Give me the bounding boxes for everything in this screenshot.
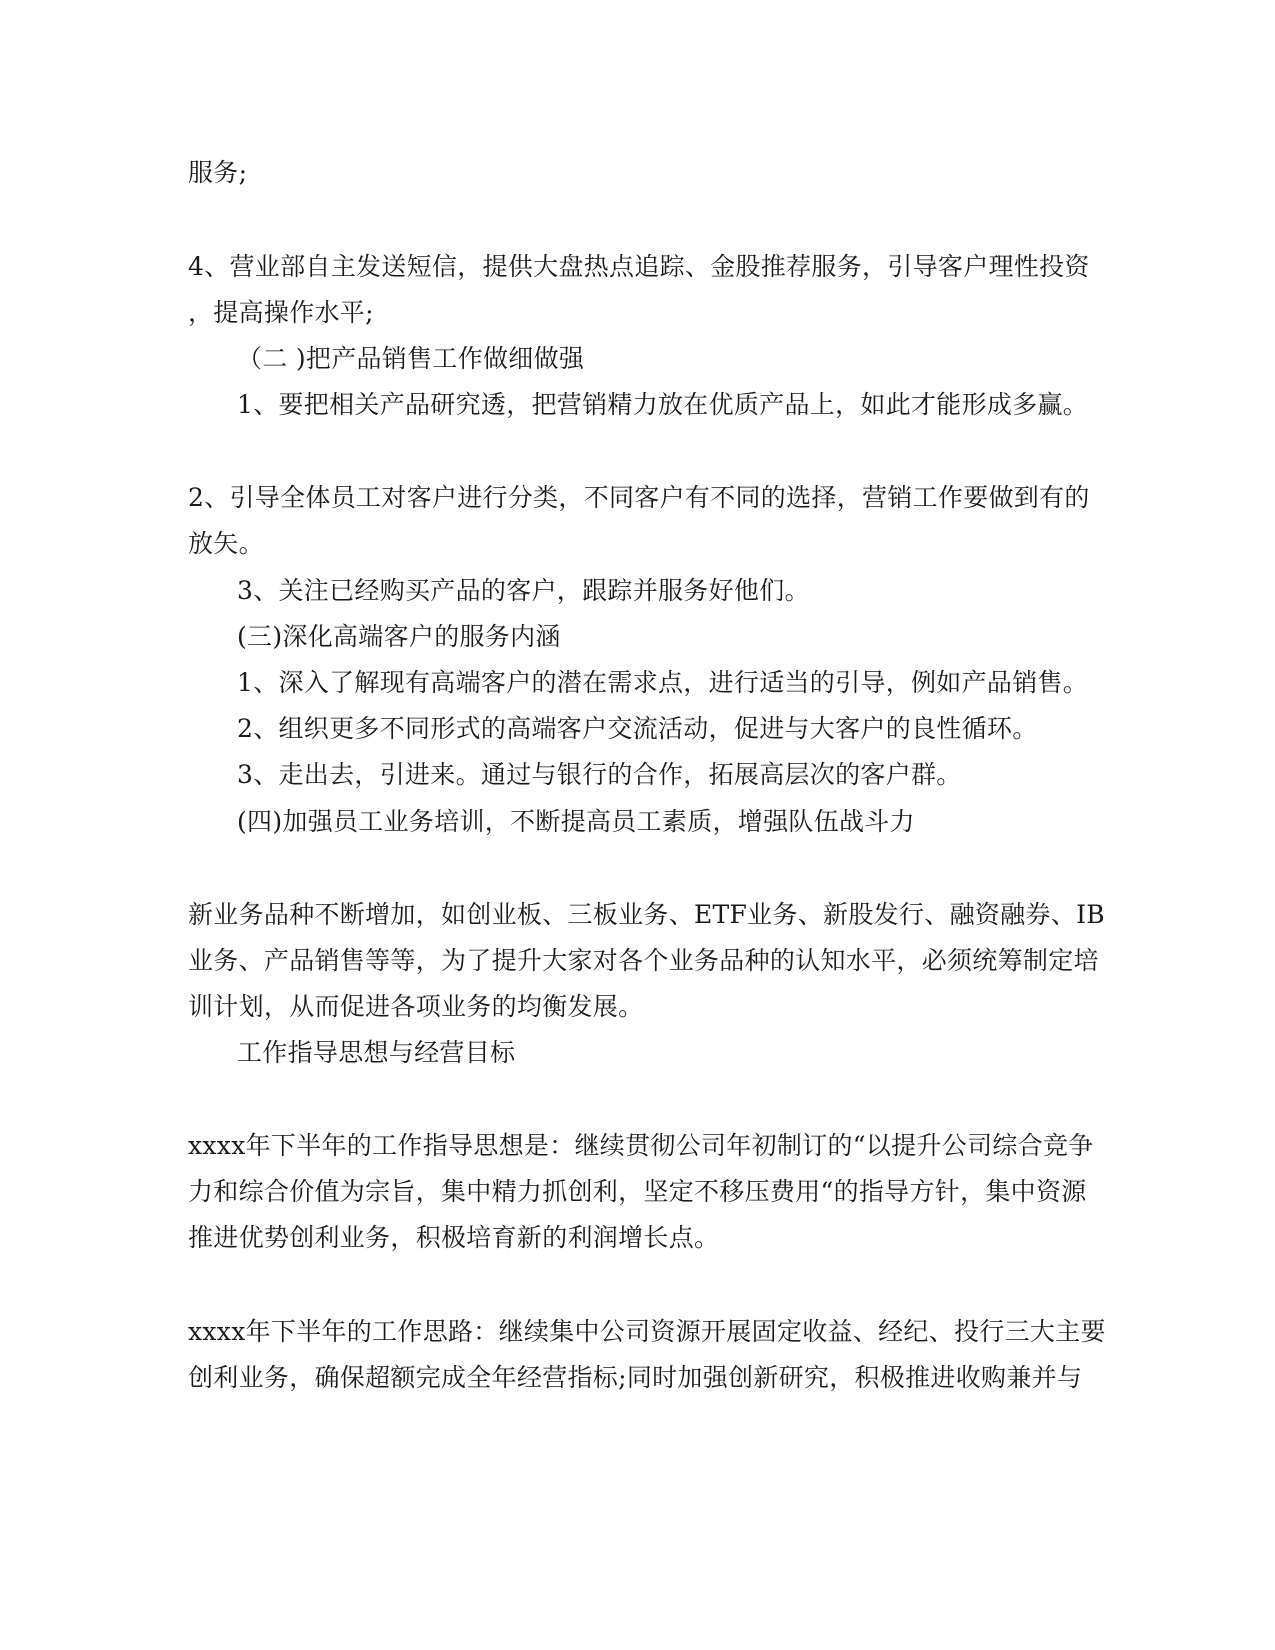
section-heading: (三)深化高端客户的服务内涵: [237, 622, 561, 651]
text-line: 2、组织更多不同形式的高端客户交流活动，促进与大客户的良性循环。: [237, 714, 1038, 743]
text-line: 2、引导全体员工对客户进行分类，不同客户有不同的选择，营销工作要做到有的: [188, 483, 1090, 512]
text-line: 力和综合价值为宗旨，集中精力抓创利，坚定不移压费用“的指导方针，集中资源: [188, 1177, 1087, 1206]
section-heading: （二 )把产品销售工作做细做强: [237, 344, 585, 373]
text-line: 3、关注已经购买产品的客户，跟踪并服务好他们。: [237, 576, 810, 605]
text-line: 放矢。: [188, 529, 264, 558]
text-line: ，提高操作水平;: [188, 298, 374, 327]
section-heading: (四)加强员工业务培训，不断提高员工素质，增强队伍战斗力: [237, 807, 915, 836]
text-line: 1、深入了解现有高端客户的潜在需求点，进行适当的引导，例如产品销售。: [237, 668, 1089, 697]
section-heading: 工作指导思想与经营目标: [237, 1038, 516, 1067]
text-line: 服务;: [188, 158, 248, 187]
text-line: 1、要把相关产品研究透，把营销精力放在优质产品上，如此才能形成多赢。: [237, 390, 1089, 419]
text-line: xxxx年下半年的工作指导思想是：继续贯彻公司年初制订的“以提升公司综合竞争: [188, 1131, 1094, 1160]
text-line: xxxx年下半年的工作思路：继续集中公司资源开展固定收益、经纪、投行三大主要: [188, 1317, 1106, 1346]
text-line: 新业务品种不断增加，如创业板、三板业务、ETF业务、新股发行、融资融券、IB: [188, 900, 1105, 929]
text-line: 3、走出去，引进来。通过与银行的合作，拓展高层次的客户群。: [237, 760, 962, 789]
text-line: 训计划，从而促进各项业务的均衡发展。: [188, 992, 644, 1021]
text-line: 创利业务，确保超额完成全年经营指标;同时加强创新研究，积极推进收购兼并与: [188, 1363, 1083, 1392]
text-line: 推进优势创利业务，积极培育新的利润增长点。: [188, 1223, 720, 1252]
text-line: 4、营业部自主发送短信，提供大盘热点追踪、金股推荐服务，引导客户理性投资: [188, 252, 1090, 281]
text-line: 业务、产品销售等等，为了提升大家对各个业务品种的认知水平，必须统筹制定培: [188, 946, 1099, 975]
